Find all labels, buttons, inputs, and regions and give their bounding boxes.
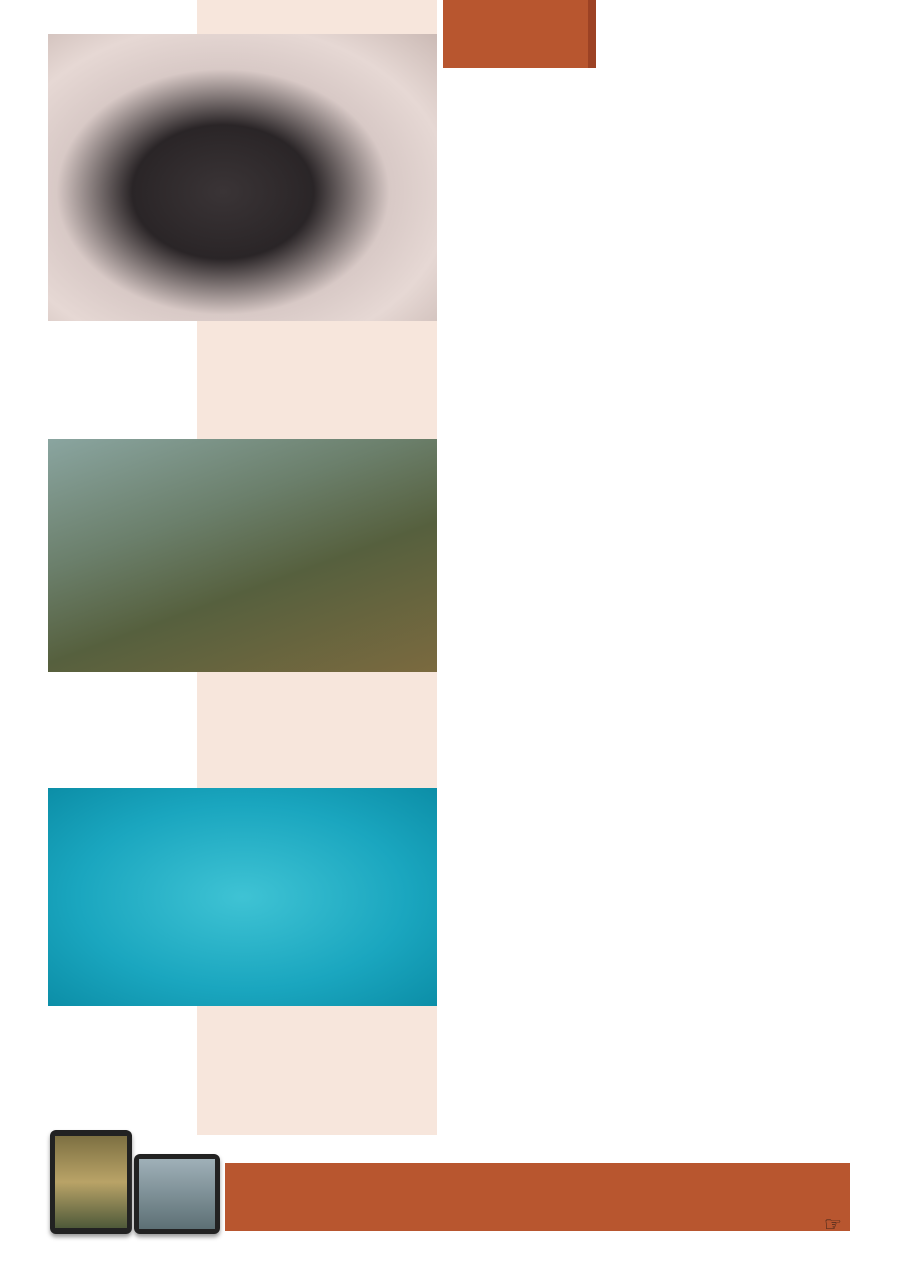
caption-block-40 <box>48 1008 437 1125</box>
tablet-bird-image <box>134 1154 220 1234</box>
white-whale-photo <box>48 788 437 1006</box>
table-of-contents <box>455 92 865 102</box>
caption-block-18 <box>48 672 437 789</box>
riflebird-photo <box>48 439 437 672</box>
tablet-screen <box>139 1159 215 1229</box>
eastern-quoll-photo <box>48 34 437 321</box>
tablet-screen <box>55 1136 127 1228</box>
in-this-issue-tab <box>443 0 588 68</box>
caption-block-10 <box>48 321 437 438</box>
download-banner[interactable] <box>225 1163 850 1231</box>
pointing-hand-icon: ☞ <box>824 1214 842 1236</box>
tablet-cover-image <box>50 1130 132 1234</box>
